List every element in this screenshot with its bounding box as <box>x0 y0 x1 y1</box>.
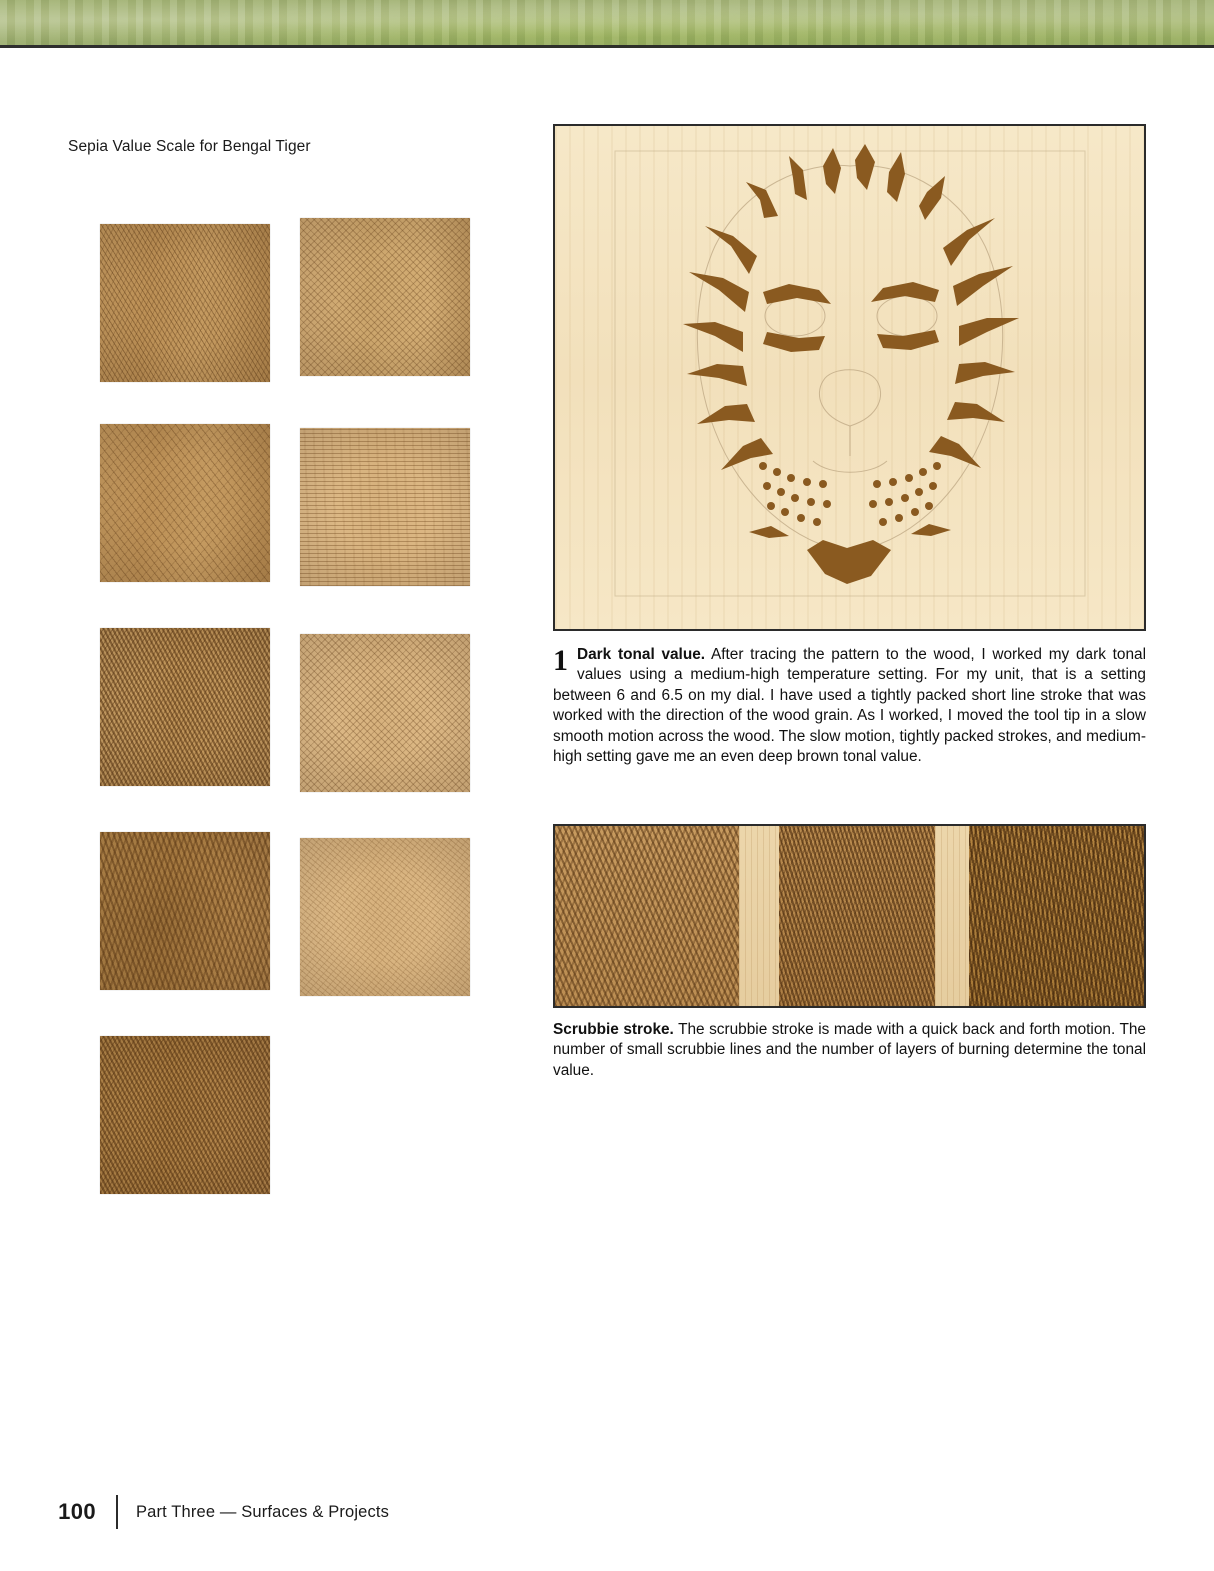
stroke-band-light <box>555 826 739 1006</box>
stroke-caption-lead: Scrubbie stroke. <box>553 1020 674 1038</box>
swatch-shading <box>300 838 470 996</box>
tiger-face-artwork <box>555 126 1144 625</box>
step-1-caption <box>553 645 1146 768</box>
instruction-column <box>553 124 1146 1081</box>
value-swatch-5 <box>100 628 270 786</box>
step-number: 1 <box>553 644 568 677</box>
value-swatch-3 <box>100 424 270 582</box>
value-swatch-6 <box>300 634 470 792</box>
swatch-shading <box>100 628 270 786</box>
value-swatch-9 <box>100 1036 270 1194</box>
stroke-caption-body: The scrubbie stroke is made with a quick back and forth motion. The number of small scrubbie lines and the number of layers of burning determine the tonal value. <box>553 1020 1146 1079</box>
stroke-gap-1 <box>739 826 779 1006</box>
band-texture <box>0 0 1214 48</box>
swatch-shading <box>300 428 470 586</box>
swatch-shading <box>100 224 270 382</box>
swatch-shading <box>100 424 270 582</box>
footer-divider <box>116 1495 118 1529</box>
footer-section-title: Part Three — Surfaces & Projects <box>136 1502 390 1521</box>
value-swatch-1 <box>100 224 270 382</box>
value-scale-section <box>68 138 488 178</box>
step-caption-lead: Dark tonal value. <box>577 646 706 663</box>
page-footer <box>34 1495 389 1529</box>
stroke-gap-2 <box>935 826 969 1006</box>
swatch-shading <box>300 634 470 792</box>
value-swatch-7 <box>100 832 270 990</box>
step-caption-body: After tracing the pattern to the wood, I worked my dark tonal values using a medium-high temperature setting. For my unit, that is a setting between 6 and 6.5 on my dial. I have used a tightly packed short line stroke that was worked with the direction of the wood grain. As I worked, I moved the tool tip in a slow smooth motion across the wood. The slow motion, tightly packed strokes, and medium-high setting gave me an even deep brown tonal value. <box>553 646 1146 766</box>
swatch-shading <box>300 218 470 376</box>
bengal-tiger-woodburning <box>553 124 1146 631</box>
stroke-band-dark <box>969 826 1144 1006</box>
page-header-band <box>0 0 1214 48</box>
value-swatch-2 <box>300 218 470 376</box>
scrubbie-stroke-caption <box>553 1020 1146 1081</box>
page-number: 100 <box>58 1499 96 1524</box>
swatch-shading <box>100 832 270 990</box>
value-swatch-8 <box>300 838 470 996</box>
value-scale-title: Sepia Value Scale for Bengal Tiger <box>68 138 311 155</box>
scrubbie-stroke-sample <box>553 824 1146 1008</box>
value-swatch-4 <box>300 428 470 586</box>
swatch-shading <box>100 1036 270 1194</box>
stroke-band-medium <box>779 826 935 1006</box>
